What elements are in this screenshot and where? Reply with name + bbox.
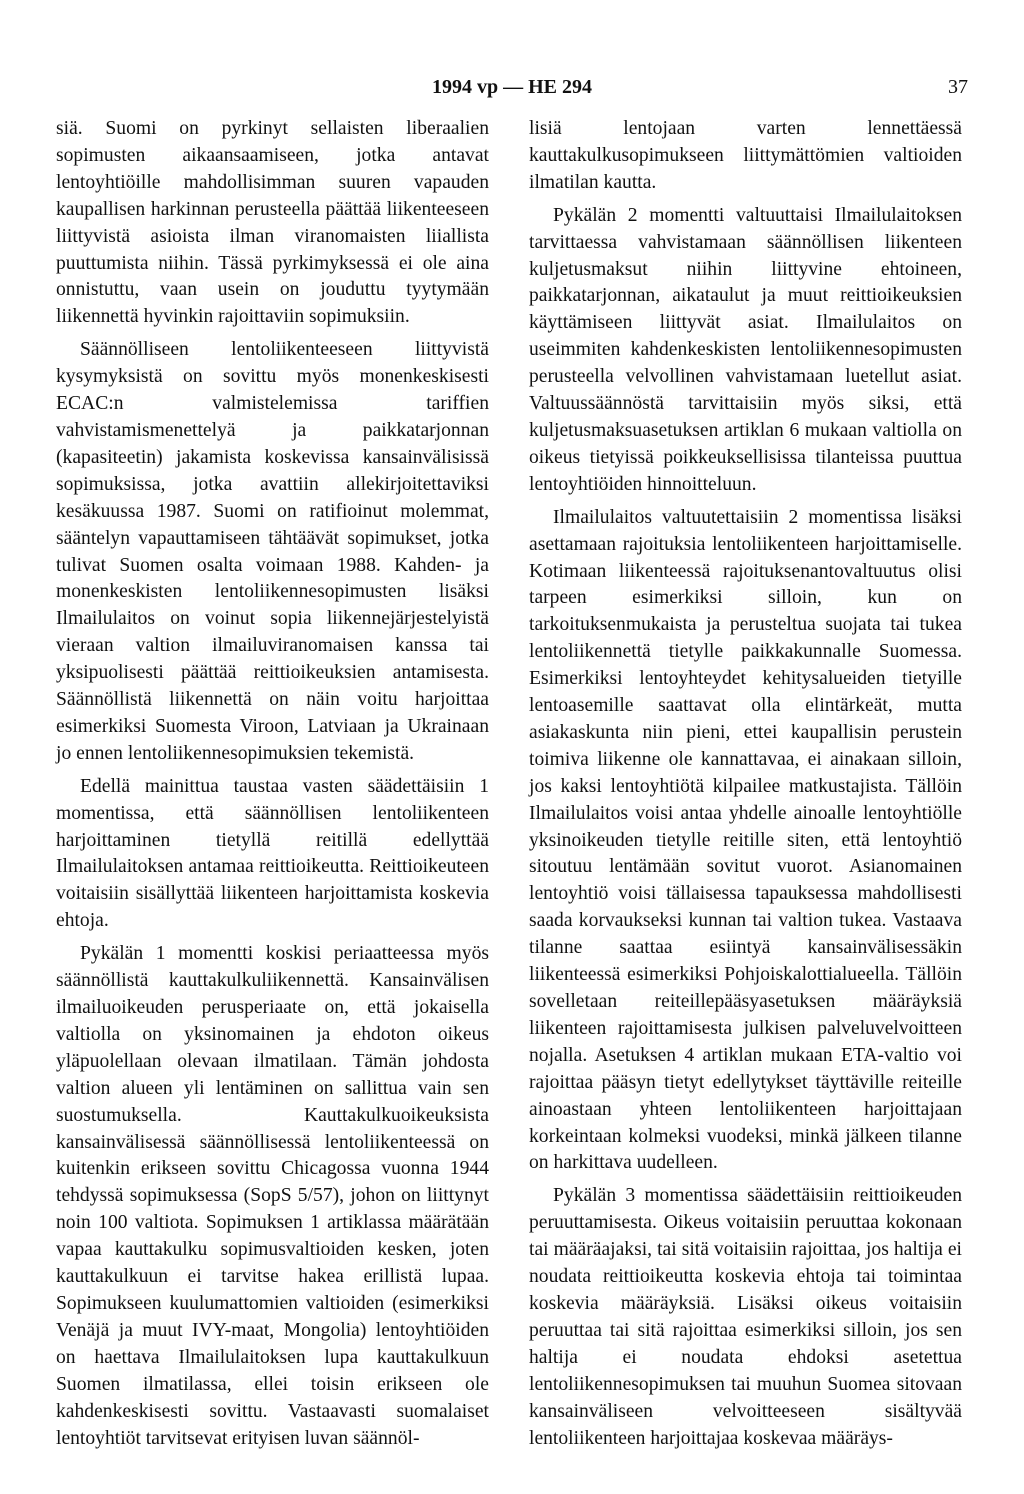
page-number: 37 <box>948 76 968 98</box>
running-title: 1994 vp — HE 294 <box>431 76 593 98</box>
paragraph: lisiä lentojaan varten lennettäessä kauttakulkusopimukseen liittymättömien valtioiden ilmatilan kautta. <box>529 118 962 193</box>
paragraph: Pykälän 1 momentti koskisi periaatteessa myös säännöllistä kauttakulkuliikennettä. Kansainvälisen ilmailuoikeuden perusperiaate on, että jokaisella valtiolla on yksinomainen ja ehdoton oikeus yläpuolellaan olevaan ilmatilaan. Tämän johdosta valtion alueen yli lentäminen on sallittua vain sen suostumuksella. Kauttakulkuoikeuksista kansainvälisessä säännöllisessä lentoliikenteessä on kuitenkin erikseen sovittu Chicagossa vuonna 1944 tehdyssä sopimuksessa (SopS 5/57), johon on liittynyt noin 100 valtiota. Sopimuksen 1 artiklassa määrätään vapaa kauttakulku sopimusvaltioiden kesken, joten kauttakulkuun ei tarvitse hakea erillistä lupaa. Sopimukseen kuulumattomien valtioiden (esimerkiksi Venäjä ja muut IVY-maat, Mongolia) lentoyhtiöiden on haettava Ilmailulaitoksen lupa kauttakulkuun Suomen ilmatilassa, ellei toisin erikseen ole kahdenkeskisesti sovittu. Vastaavasti suomalaiset lentoyhtiöt tarvitsevat erityisen luvan säännöl- <box>56 943 489 1449</box>
left-column <box>56 116 489 1452</box>
paragraph: Pykälän 3 momentissa säädettäisiin reittioikeuden peruuttamisesta. Oikeus voitaisiin peruuttaa kokonaan tai määräajaksi, tai sitä voitaisiin rajoittaa, jos haltija ei noudata reittioikeutta koskevia ehtoja tai toimintaa koskevia määräyksiä. Lisäksi oikeus voitaisiin peruuttaa tai sitä rajoittaa esimerkiksi silloin, jos sen haltija ei noudata ehdoksi asetettua lentoliikennesopimuksen tai muuhun Suomea sitovaan kansainväliseen velvoitteeseen sisältyvää lentoliikenteen harjoittajaa koskevaa määräys- <box>529 1185 962 1449</box>
page-header <box>56 76 968 104</box>
paragraph: Pykälän 2 momentti valtuuttaisi Ilmailulaitoksen tarvittaessa vahvistamaan säännöllisen liikenteen kuljetusmaksut niihin liittyvine ehtoineen, paikkatarjonnan, aikataulut ja muut reittioikeuksien käyttämiseen liittyvät asiat. Ilmailulaitos on useimmiten kahdenkeskisten lentoliikennesopimusten perusteella velvollinen vahvistamaan luetellut asiat. Valtuussäännöstä tarvittaisiin myös siksi, että kuljetusmaksuasetuksen artiklan 6 mukaan valtiolla on oikeus tietyissä poikkeuksellisissa tilanteissa puuttua lentoyhtiöiden hinnoitteluun. <box>529 204 962 495</box>
right-column <box>529 116 962 1452</box>
paragraph: Säännölliseen lentoliikenteeseen liittyvistä kysymyksistä on sovittu myös monenkeskisesti ECAC:n valmistelemissa tariffien vahvistamismenettelyä ja paikkatarjonnan (kapasiteetin) jakamista koskevissa kansainvälisissä sopimuksissa, jotka avattiin allekirjoitettaviksi kesäkuussa 1987. Suomi on ratifioinut molemmat, sääntelyn vapauttamiseen tähtäävät sopimukset, jotka tulivat Suomen osalta voimaan 1988. Kahden- ja monenkeskisten lentoliikennesopimusten lisäksi Ilmailulaitos on voinut sopia liikennejärjestelyistä vieraan valtion ilmailuviranomaisen kanssa tai yksipuolisesti päättää reittioikeuksien antamisesta. Säännöllistä liikennettä on näin voitu harjoittaa esimerkiksi Suomesta Viroon, Latviaan ja Ukrainaan jo ennen lentoliikennesopimuksien tekemistä. <box>56 339 489 764</box>
paragraph: siä. Suomi on pyrkinyt sellaisten liberaalien sopimusten aikaansaamiseen, jotka antavat lentoyhtiöille mahdollisimman suuren vapauden kaupallisen harkinnan perusteella päättää liikenteeseen liittyvistä asioista ilman viranomaisten liiallista puuttumista niihin. Tässä pyrkimyksessä ei ole aina onnistuttu, vaan usein on jouduttu tyytymään liikennettä hyvinkin rajoittaviin sopimuksiin. <box>56 118 489 328</box>
paragraph: Ilmailulaitos valtuutettaisiin 2 momentissa lisäksi asettamaan rajoituksia lentoliikenteen harjoittamiselle. Kotimaan liikenteessä rajoituksenantovaltuutus olisi tarpeen esimerkiksi silloin, kun on tarkoituksenmukaista ja perusteltua suojata tai tukea lentoliikennettä tietylle paikkakunnalle Suomessa. Esimerkiksi lentoyhteydet kehitysalueiden tietyille lentoasemille saattavat olla elintärkeät, mutta asiakaskunta niin pieni, ettei kaupallisin perustein toimiva liikenne ole kannattavaa, ei ainakaan silloin, jos kaksi lentoyhtiötä kilpailee matkustajista. Tällöin Ilmailulaitos voisi antaa yhdelle ainoalle lentoyhtiölle yksinoikeuden tietylle reitille siten, että lentoyhtiö sitoutuu lentämään sovitut vuorot. Asianomainen lentoyhtiö voisi tällaisessa tapauksessa mahdollisesti saada korvaukseksi kunnan tai valtion tukea. Vastaava tilanne saattaa esiintyä kansainvälisessäkin liikenteessä esimerkiksi Pohjoiskalottialueella. Tällöin sovelletaan reiteillepääsyasetuksen määräyksiä liikenteen rajoittamisesta julkisen palveluvelvoitteen nojalla. Asetuksen 4 artiklan mukaan ETA-valtio voi rajoittaa pääsyn tietyt edellytykset täyttäville reiteille ainoastaan yhteen lentoliikenteen harjoittajaan korkeintaan kolmeksi vuodeksi, minkä jälkeen tilanne on harkittava uudelleen. <box>529 506 962 1174</box>
paragraph: Edellä mainittua taustaa vasten säädettäisiin 1 momentissa, että säännöllisen lentoliikenteen harjoittaminen tietyllä reitillä edellyttää Ilmailulaitoksen antamaa reittioikeutta. Reittioikeuteen voitaisiin sisällyttää liikenteen harjoittamista koskevia ehtoja. <box>56 775 489 932</box>
